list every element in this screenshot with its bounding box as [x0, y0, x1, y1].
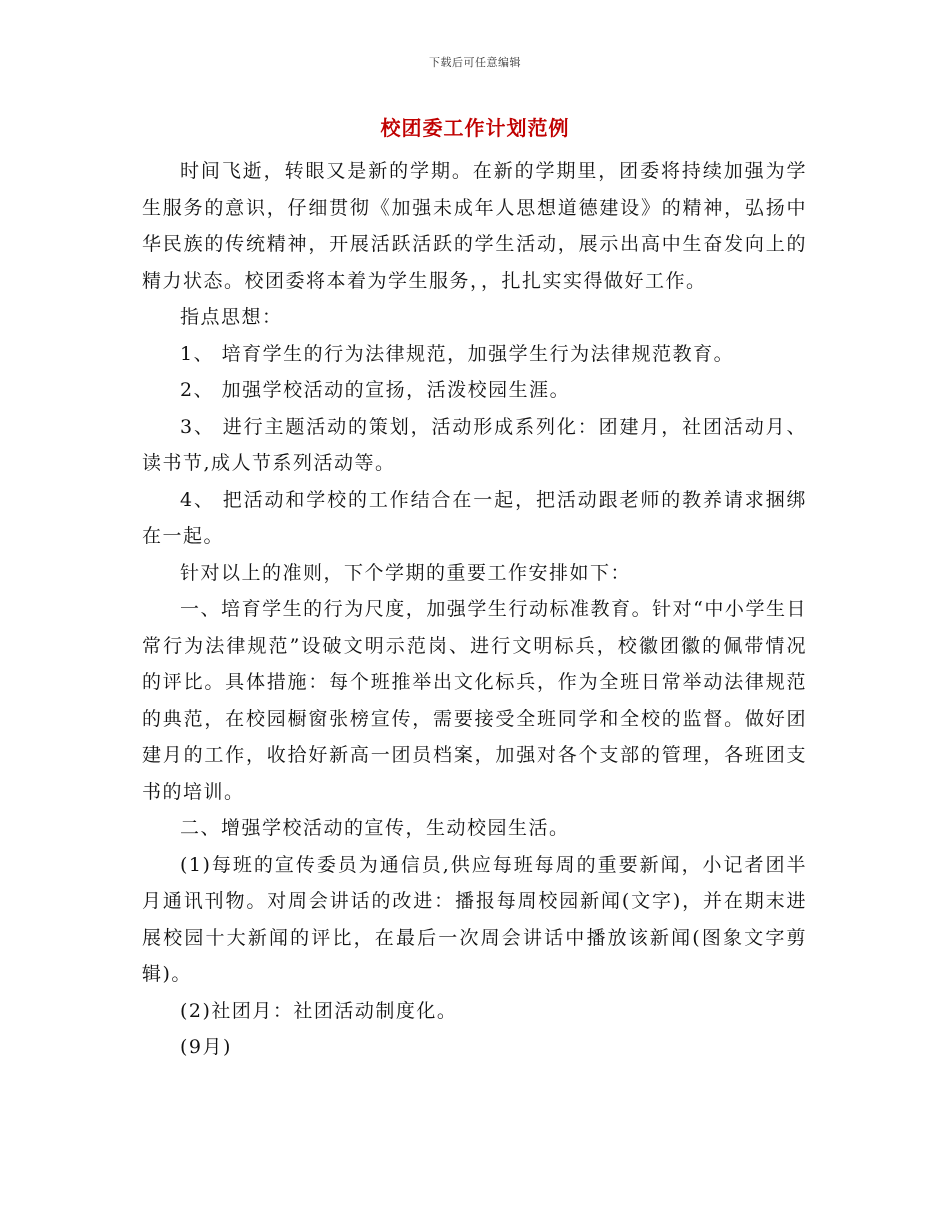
paragraph-month-note: (9月): [180, 1036, 232, 1058]
paragraph-point-4: 4、 把活动和学校的工作结合在一起，把活动跟老师的教养请求捆绑在一起。: [142, 488, 807, 547]
paragraph-point-1: 1、 培育学生的行为法律规范，加强学生行为法律规范教育。: [180, 342, 735, 365]
paragraph-plan-intro: 针对以上的准则，下个学期的重要工作安排如下：: [180, 561, 632, 584]
paragraph-item-1: (1)每班的宣传委员为通信员,供应每班每周的重要新闻，小记者团半月通讯刊物。对周会讲话的改进：播报每周校园新闻(文字)，并在期末进展校园十大新闻的评比，在最后一次周会讲话中播放该新闻(图象文字剪辑)。: [142, 853, 807, 985]
page-header-note: 下载后可任意编辑: [429, 56, 521, 69]
paragraph-point-2: 2、 加强学校活动的宣扬，活泼校园生涯。: [180, 379, 571, 401]
document-title: 校团委工作计划范例: [380, 116, 570, 140]
paragraph-section-2: 二、增强学校活动的宣传，生动校园生活。: [180, 817, 570, 839]
paragraph-intro: 时间飞逝，转眼又是新的学期。在新的学期里，团委将持续加强为学生服务的意识，仔细贯彻《加强未成年人思想道德建设》的精神，弘扬中华民族的传统精神，开展活跃活跃的学生活动，展示出高中生奋发向上的精力状态。校团委将本着为学生服务，，扎扎实实得做好工作。: [142, 160, 807, 292]
document-body: [142, 153, 807, 1066]
paragraph-guiding-thought: 指点思想：: [180, 306, 283, 328]
paragraph-section-1: 一、培育学生的行为尺度，加强学生行动标准教育。针对“中小学生日常行为法律规范”设破文明示范岗、进行文明标兵，校徽团徽的佩带情况的评比。具体措施：每个班推举出文化标兵，作为全班日常举动法律规范的典范，在校园橱窗张榜宣传，需要接受全班同学和全校的监督。做好团建月的工作，收拾好新高一团员档案，加强对各个支部的管理，各班团支书的培训。: [142, 598, 807, 803]
paragraph-item-2: (2)社团月：社团活动制度化。: [180, 999, 458, 1022]
paragraph-point-3: 3、 进行主题活动的策划，活动形成系列化：团建月，社团活动月、读书节,成人节系列活动等。: [142, 415, 807, 474]
